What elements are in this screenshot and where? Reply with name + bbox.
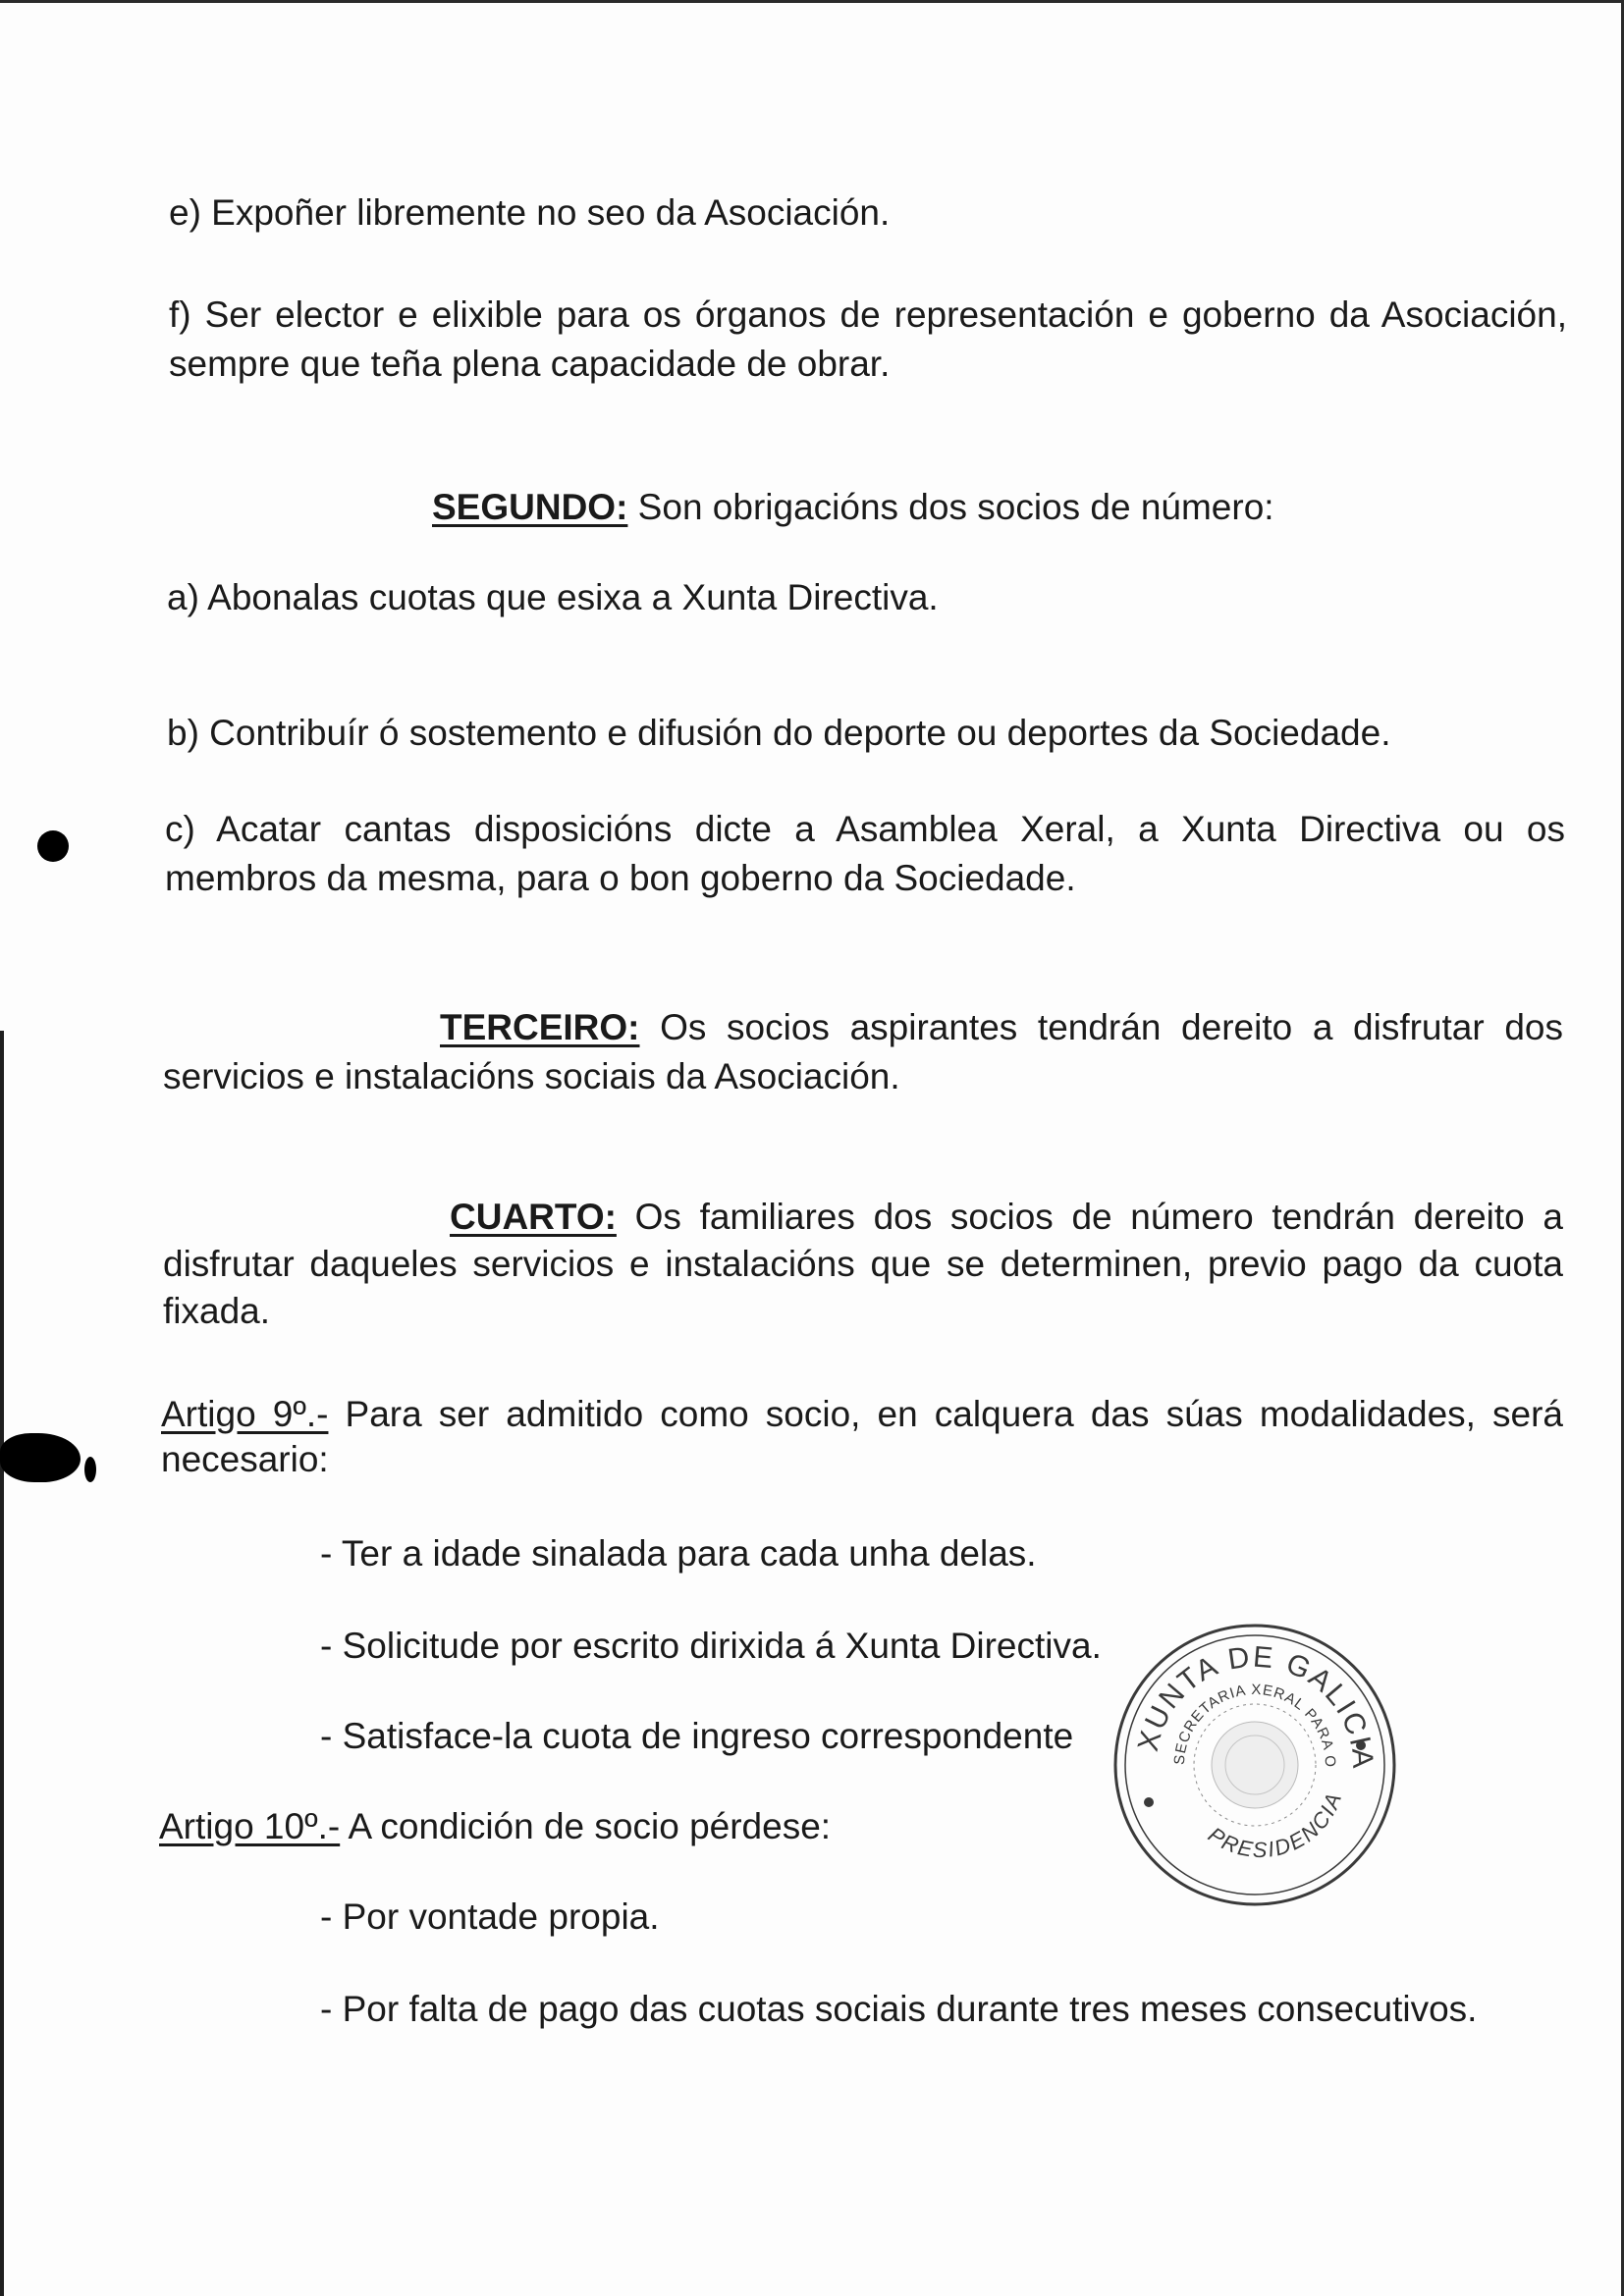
segundo-text: Son obrigacións dos socios de número: <box>627 487 1274 527</box>
artigo-10-cause-2: - Por falta de pago das cuotas sociais durante tres meses consecutivos. <box>320 1989 1478 2029</box>
artigo-9-requirement-3: - Satisface-la cuota de ingreso correspondente <box>320 1716 1074 1756</box>
artigo-9-requirement-2: - Solicitude por escrito dirixida á Xunta Directiva. <box>320 1626 1102 1666</box>
stamp-outer-text: XUNTA DE GALICIA <box>1131 1640 1380 1772</box>
cuarto-paragraph <box>163 1194 1563 1335</box>
official-stamp <box>1108 1618 1402 1912</box>
segundo-item-b: b) Contribuír ó sostemento e difusión do deporte ou deportes da Sociedade. <box>167 713 1391 753</box>
segundo-heading: SEGUNDO: <box>432 487 628 527</box>
segundo-paragraph <box>432 483 1571 532</box>
terceiro-heading: TERCEIRO: <box>440 1007 640 1047</box>
artigo-9-heading: Artigo 9º.- <box>161 1394 329 1434</box>
stamp-seal-icon <box>1108 1618 1402 1912</box>
item-f: f) Ser elector e elixible para os órganos de representación e goberno da Asociación, sempre que teña plena capacidade de obrar. <box>169 294 1567 384</box>
artigo-10-text: A condición de socio pérdese: <box>340 1806 832 1846</box>
segundo-item-c: c) Acatar cantas disposicións dicte a Asamblea Xeral, a Xunta Directiva ou os membros da mesma, para o bon goberno da Sociedade. <box>165 809 1565 898</box>
artigo-10-cause-1: - Por vontade propia. <box>320 1896 660 1937</box>
stamp-bottom-text: PRESIDENCIA <box>1204 1788 1347 1862</box>
punch-hole-lower-fragment <box>84 1457 96 1482</box>
cuarto-text: Os familiares dos socios de número tendrán dereito a disfrutar daqueles servicios e instalacións que se determinen, previo pago da cuota fixada. <box>163 1197 1563 1331</box>
artigo-10-heading: Artigo 10º.- <box>159 1806 341 1846</box>
punch-hole-upper <box>37 830 69 862</box>
segundo-item-a: a) Abonalas cuotas que esixa a Xunta Directiva. <box>167 577 939 617</box>
terceiro-text: Os socios aspirantes tendrán dereito a disfrutar dos servicios e instalacións sociais da Asociación. <box>163 1007 1563 1096</box>
scan-edge-top <box>0 0 1624 3</box>
scan-edge-left <box>0 1031 4 2296</box>
cuarto-heading: CUARTO: <box>450 1197 617 1237</box>
punch-hole-lower <box>0 1433 81 1482</box>
stamp-inner-text: SECRETARIA XERAL PARA O <box>1170 1681 1339 1769</box>
artigo-9-text: Para ser admitido como socio, en calquera das súas modalidades, será necesario: <box>161 1394 1563 1479</box>
item-e: e) Expoñer libremente no seo da Asociación. <box>169 192 891 233</box>
terceiro-paragraph <box>163 1003 1563 1101</box>
artigo-9-paragraph <box>161 1392 1563 1482</box>
artigo-9-requirement-1: - Ter a idade sinalada para cada unha delas. <box>320 1533 1037 1574</box>
